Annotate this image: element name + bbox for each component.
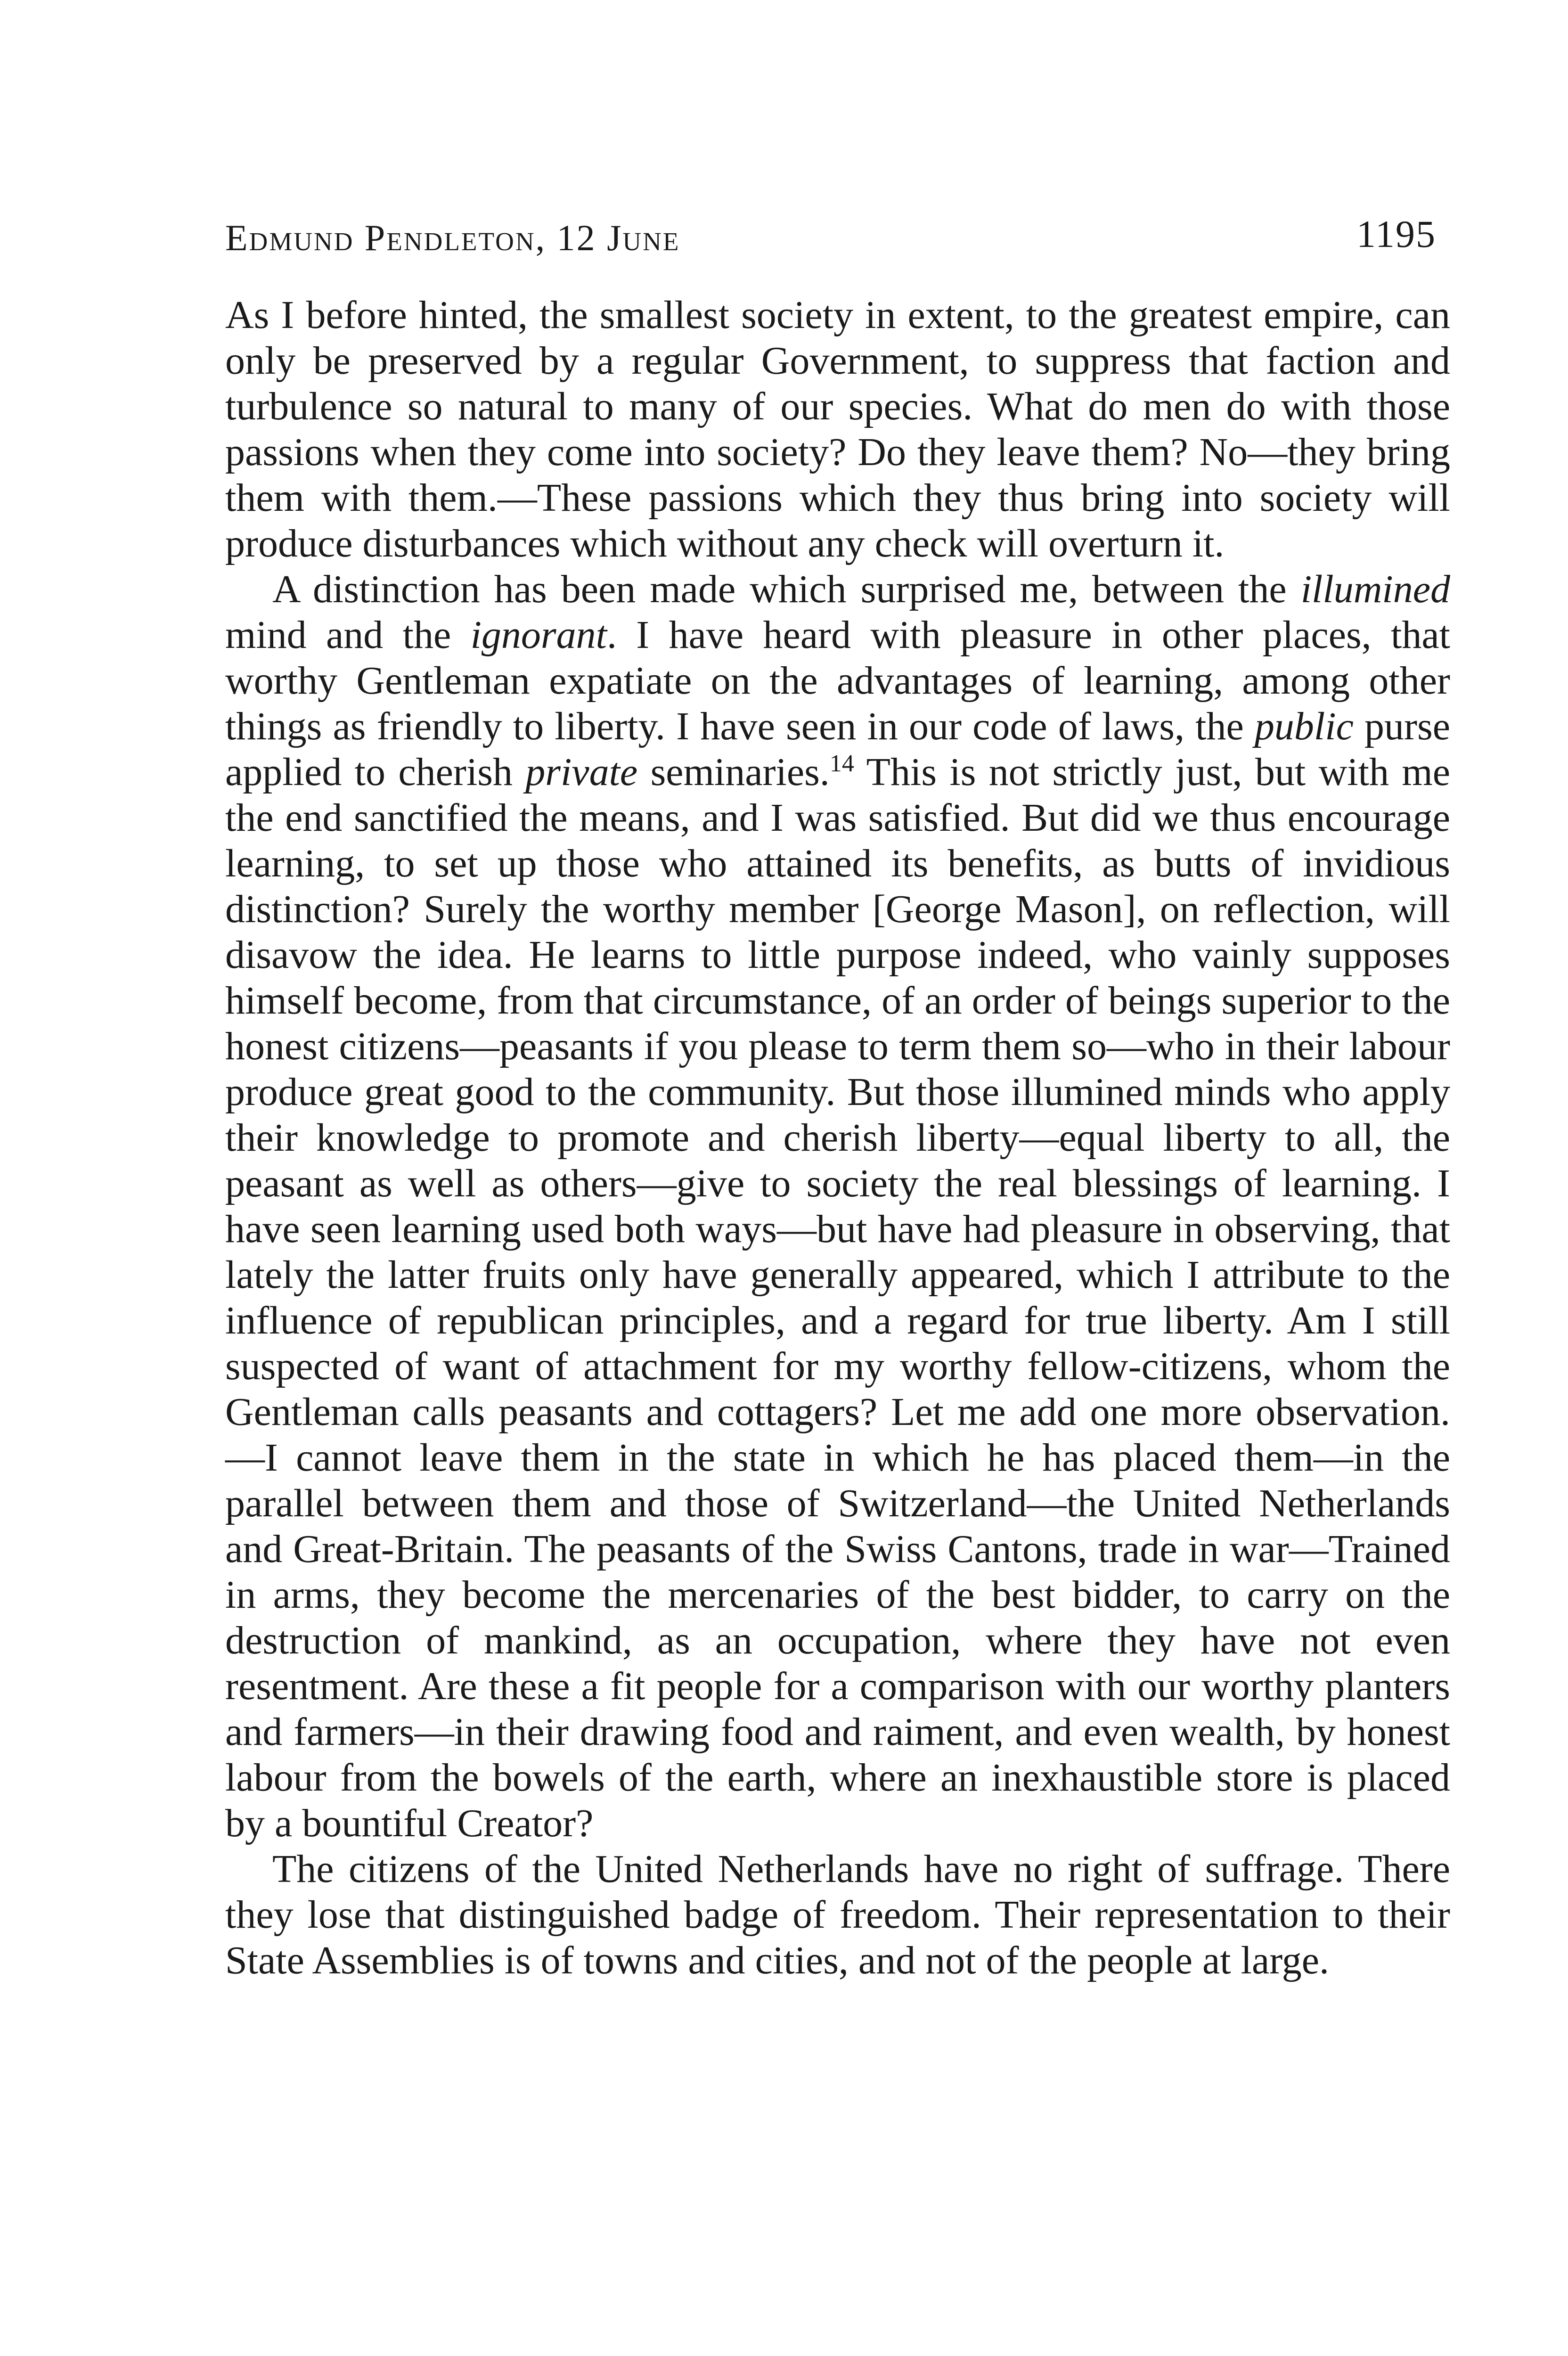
text-run: purse applied to cherish: [225, 704, 1450, 794]
text-run: As I before hinted, the smallest society in extent, to the greatest empire, can only be preserved by a regular Government, to suppress that faction and turbulence so natural to many of our species. What do men do with those passions when they come into society? Do they leave them? No—they bring them with them.—These passions which they thus bring into society will produce disturbances which without any check will overturn it.: [225, 293, 1450, 565]
running-head: [225, 207, 1450, 264]
paragraph-1: [225, 292, 1450, 566]
italic-term-public: public: [1254, 704, 1354, 748]
paragraph-2: [225, 566, 1450, 1846]
body-text: [225, 292, 1450, 1983]
text-run: A distinction has been made which surprised me, between the: [272, 567, 1301, 611]
text-run: . I have heard with pleasure in other places, that worthy Gentleman expatiate on the advantages of learning, among other things as friendly to liberty. I have seen in our code of laws, the: [225, 613, 1450, 748]
running-head-title: Edmund Pendleton, 12 June: [225, 217, 680, 258]
document-page: [225, 207, 1450, 1983]
paragraph-3: [225, 1846, 1450, 1983]
text-run: mind and the: [225, 613, 471, 657]
footnote-reference[interactable]: 14: [829, 750, 854, 777]
italic-term-private: private: [525, 750, 638, 794]
page-number: 1195: [1356, 213, 1436, 255]
text-run: This is not strictly just, but with me the end sanctified the means, and I was satisfied. But did we thus encourage learning, to set up those who attained its benefits, as butts of invidious distinction? Surely the worthy member [George Mason], on reflection, will disavow the idea. He learns to little purpose indeed, who vainly supposes himself become, from that circumstance, of an order of beings superior to the honest citizens—peasants if you please to term them so—who in their labour produce great good to the community. But those illumined minds who apply their knowledge to promote and cherish liberty—equal liberty to all, the peasant as well as others—give to society the real blessings of learning. I have seen learning used both ways—but have had pleasure in observing, that lately the latter fruits only have generally appeared, which I attribute to the influence of republican principles, and a regard for true liberty. Am I still suspected of want of attachment for my worthy fellow-citizens, whom the Gentleman calls peasants and cottagers? Let me add one more observation.—I cannot leave them in the state in which he has placed them—in the parallel between them and those of Switzerland—the United Netherlands and Great-Britain. The peasants of the Swiss Cantons, trade in war—Trained in arms, they become the mercenaries of the best bidder, to carry on the destruction of mankind, as an occupation, where they have not even resentment. Are these a fit people for a comparison with our worthy planters and farmers—in their drawing food and raiment, and even wealth, by honest labour from the bowels of the earth, where an inexhaustible store is placed by a bountiful Creator?: [225, 750, 1450, 1845]
text-run: The citizens of the United Netherlands have no right of suffrage. There they lose that distinguished badge of freedom. Their representation to their State Assemblies is of towns and cities, and not of the people at large.: [225, 1847, 1450, 1982]
italic-term-illumined: illumined: [1300, 567, 1450, 611]
text-run: seminaries.: [637, 750, 830, 794]
italic-term-ignorant: ignorant: [470, 613, 607, 657]
